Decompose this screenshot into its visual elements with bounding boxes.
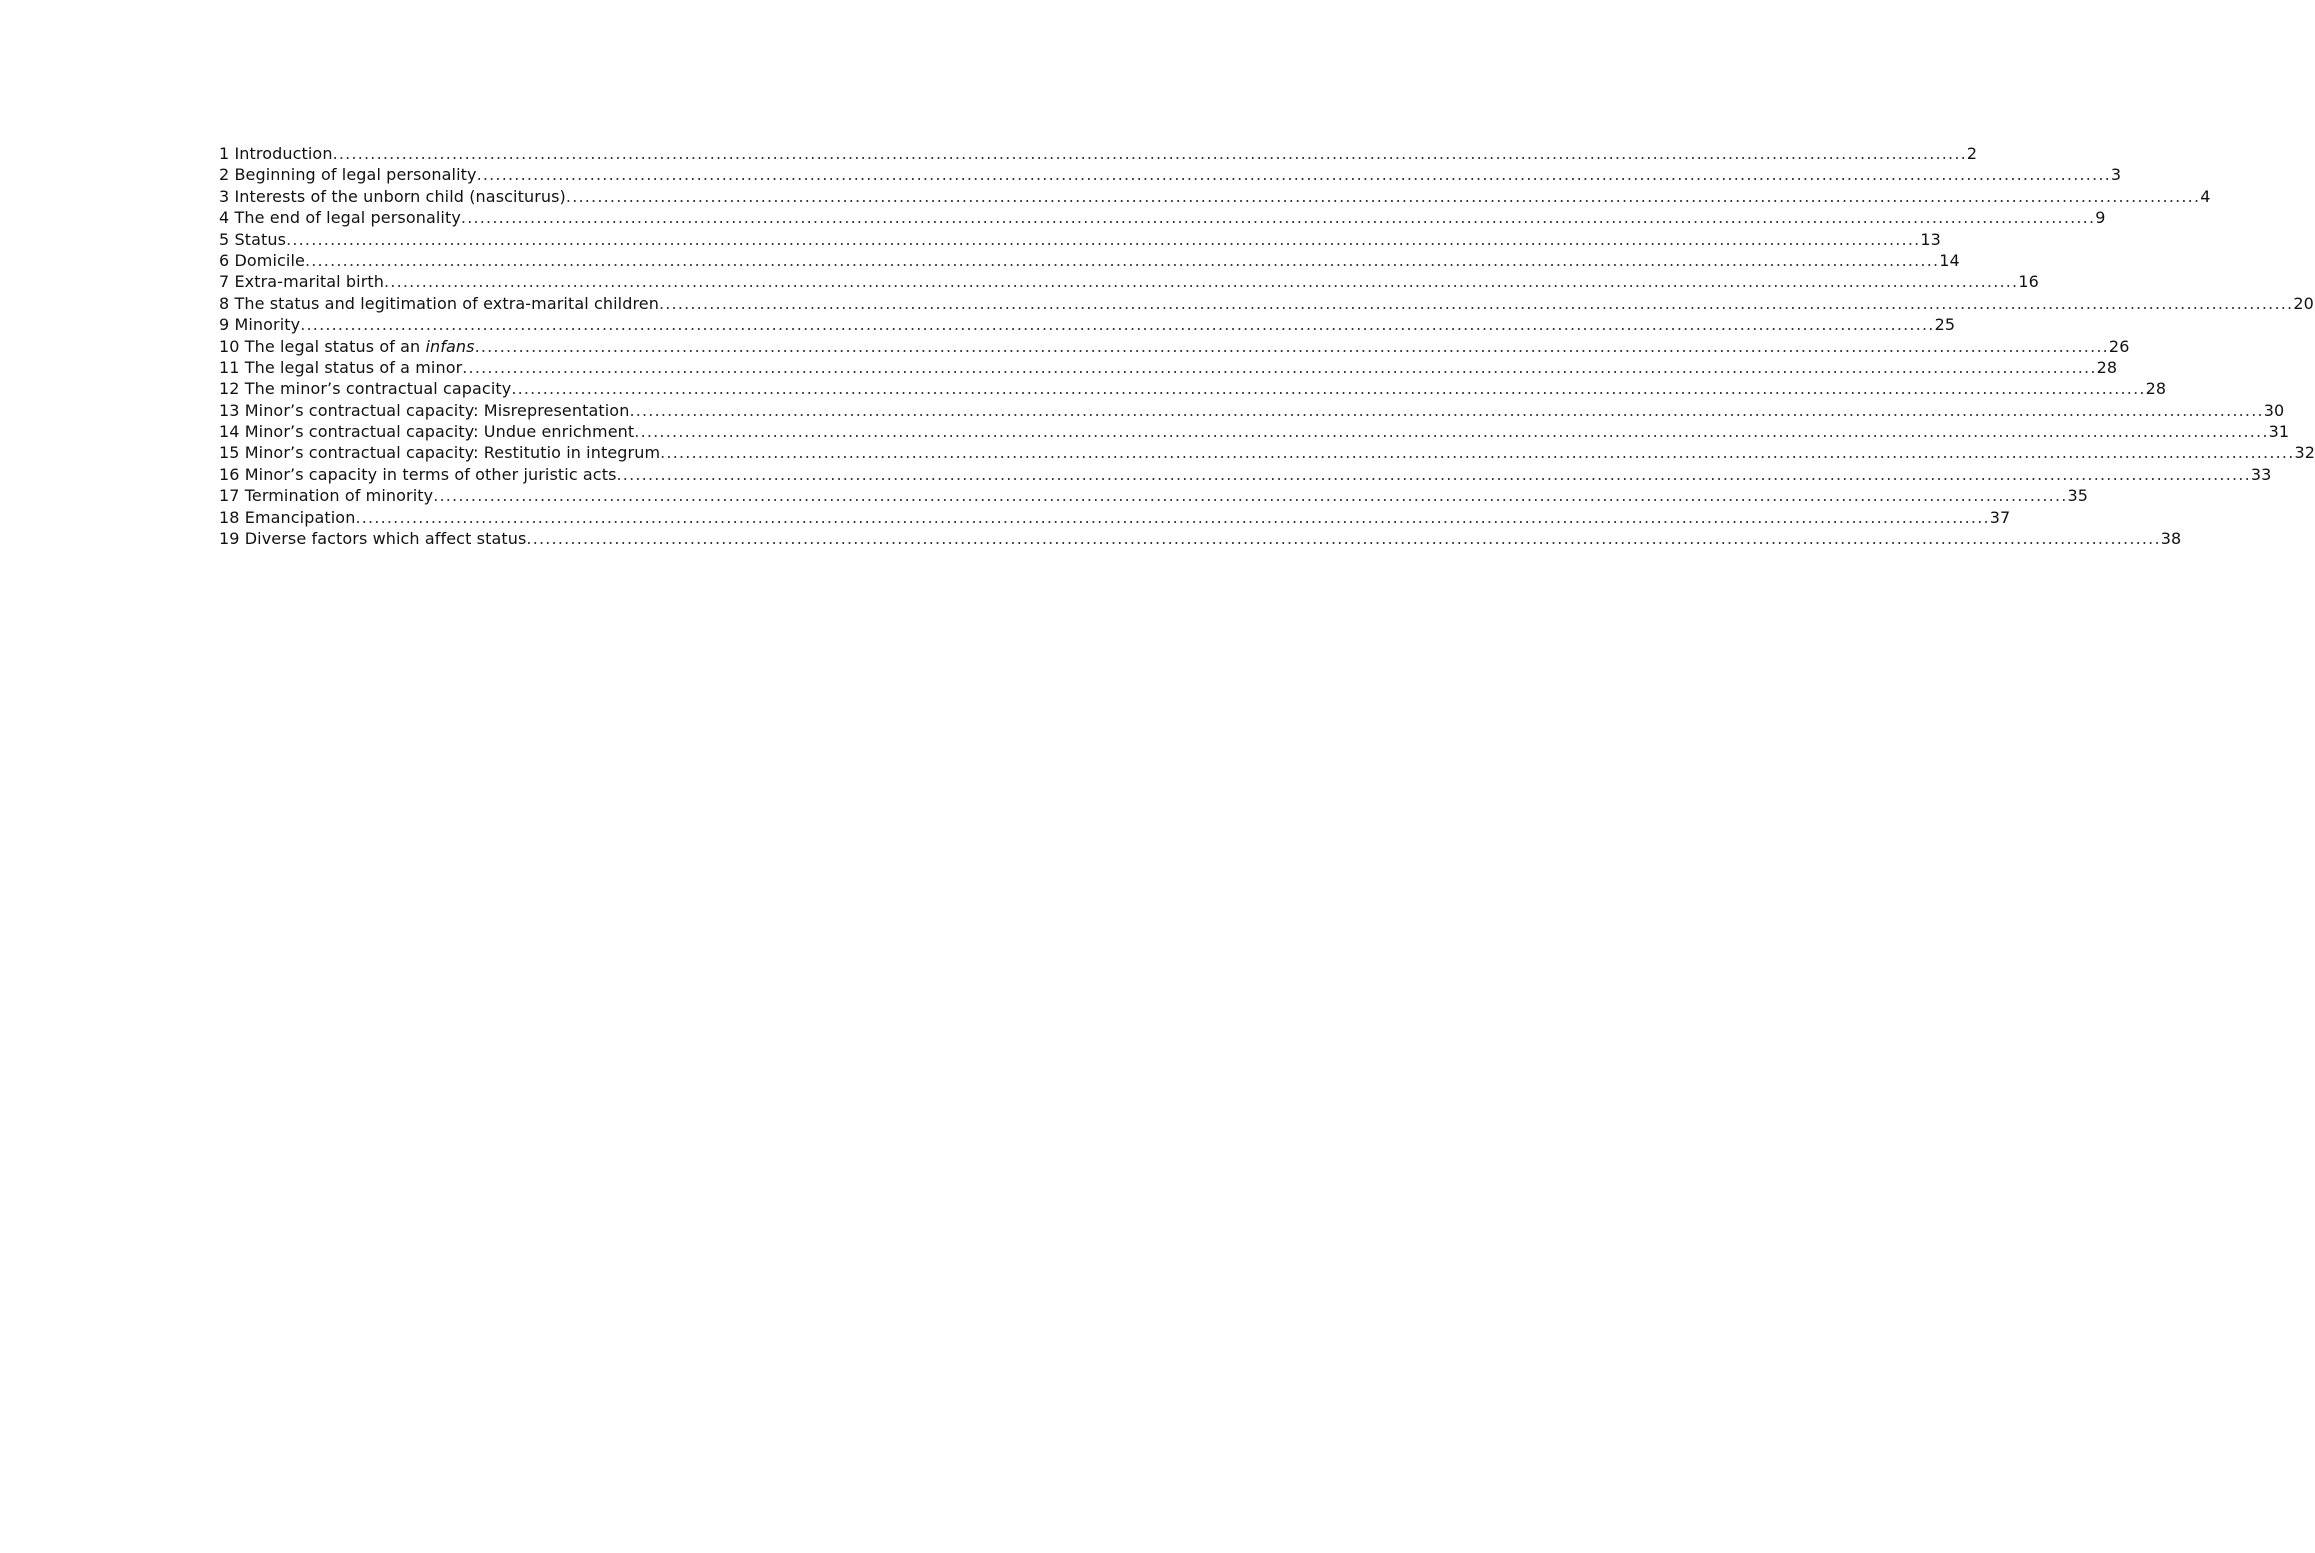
toc-entry-page: 32 [2294,443,2315,463]
toc-entry-page: 13 [1920,229,1941,249]
toc-entry-page: 28 [2145,379,2167,399]
toc-entry-6[interactable] [219,250,1960,271]
toc-entry-5[interactable] [219,229,1941,250]
toc-entry-title: 13 Minor’s contractual capacity: Misrepresentation [219,400,630,420]
toc-dot-leader: .................................................................................................................................................................................................................................................................... [511,379,2146,399]
toc-entry-title: 11 The legal status of a minor [219,357,463,377]
toc-entry-11[interactable] [219,357,2118,378]
toc-entry-12[interactable] [219,378,2167,399]
toc-entry-19[interactable] [219,528,2182,549]
toc-entry-title [219,336,475,357]
toc-dot-leader: .................................................................................................................................................................................................................................................................... [332,144,1967,163]
toc-entry-page: 9 [2095,208,2106,228]
toc-entry-title: 17 Termination of minority [219,486,434,506]
table-of-contents [219,143,2315,549]
toc-entry-page: 14 [1939,250,1960,270]
toc-entry-8[interactable] [219,293,2314,314]
toc-entry-3[interactable] [219,186,2211,207]
toc-entry-title: 3 Interests of the unborn child (nasciturus) [219,186,566,206]
toc-dot-leader: .................................................................................................................................................................................................................................................................... [660,443,2295,463]
toc-entry-14[interactable] [219,421,2290,442]
toc-dot-leader: .................................................................................................................................................................................................................................................................... [565,186,2201,206]
toc-entry-page: 20 [2293,293,2314,313]
toc-entry-13[interactable] [219,400,2285,421]
toc-entry-page: 35 [2067,486,2089,506]
toc-entry-title-italic: infans [425,336,475,356]
toc-entry-page: 4 [2200,186,2211,206]
toc-dot-leader: .................................................................................................................................................................................................................................................................... [286,229,1921,249]
toc-entry-10[interactable] [219,336,2130,357]
toc-dot-leader: .................................................................................................................................................................................................................................................................... [460,208,2096,228]
toc-entry-9[interactable] [219,314,1956,335]
toc-entry-title: 2 Beginning of legal personality [219,165,477,185]
toc-entry-page: 3 [2110,165,2122,185]
toc-entry-title: 1 Introduction [219,144,333,163]
toc-entry-page: 26 [2108,336,2130,356]
toc-entry-title: 5 Status [219,229,287,249]
toc-entry-title: 12 The minor’s contractual capacity [219,379,512,399]
toc-dot-leader: .................................................................................................................................................................................................................................................................... [433,486,2068,506]
toc-dot-leader: .................................................................................................................................................................................................................................................................... [300,315,1935,335]
toc-dot-leader: .................................................................................................................................................................................................................................................................... [526,529,2161,549]
toc-entry-title: 19 Diverse factors which affect status [219,529,527,549]
toc-entry-4[interactable] [219,207,2106,228]
toc-entry-page: 38 [2160,529,2182,549]
toc-entry-page: 37 [1989,507,2011,527]
toc-entry-17[interactable] [219,485,2089,506]
toc-entry-15[interactable] [219,442,2315,463]
toc-entry-page: 31 [2268,422,2290,442]
toc-entry-page: 16 [2018,272,2039,292]
toc-entry-title: 15 Minor’s contractual capacity: Restitutio in integrum [219,443,661,463]
toc-entry-2[interactable] [219,164,2122,185]
toc-entry-title: 6 Domicile [219,250,305,270]
toc-entry-16[interactable] [219,464,2272,485]
toc-entry-title: 4 The end of legal personality [219,208,461,228]
toc-dot-leader: .................................................................................................................................................................................................................................................................... [474,336,2109,356]
toc-dot-leader: .................................................................................................................................................................................................................................................................... [476,165,2111,185]
toc-entry-page: 2 [1966,144,1978,163]
toc-entry-title: 18 Emancipation [219,507,356,527]
toc-dot-leader: .................................................................................................................................................................................................................................................................... [616,464,2251,484]
toc-entry-title: 7 Extra-marital birth [219,272,384,292]
toc-dot-leader: .................................................................................................................................................................................................................................................................... [384,272,2019,292]
toc-entry-page: 25 [1934,315,1956,335]
toc-dot-leader: .................................................................................................................................................................................................................................................................... [634,422,2269,442]
toc-entry-title: 16 Minor’s capacity in terms of other juristic acts [219,464,617,484]
toc-entry-title: 8 The status and legitimation of extra-marital children [219,293,659,313]
toc-entry-page: 28 [2096,357,2118,377]
toc-entry-7[interactable] [219,271,2039,292]
toc-dot-leader: .................................................................................................................................................................................................................................................................... [355,507,1990,527]
toc-entry-title: 9 Minority [219,315,301,335]
toc-dot-leader: .................................................................................................................................................................................................................................................................... [658,293,2294,313]
toc-dot-leader: .................................................................................................................................................................................................................................................................... [462,357,2097,377]
toc-entry-1[interactable] [219,143,1978,164]
toc-entry-18[interactable] [219,507,2011,528]
toc-entry-page: 33 [2250,464,2272,484]
toc-dot-leader: .................................................................................................................................................................................................................................................................... [304,250,1940,270]
toc-entry-title: 14 Minor’s contractual capacity: Undue enrichment [219,422,635,442]
toc-dot-leader: .................................................................................................................................................................................................................................................................... [629,400,2264,420]
toc-entry-page: 30 [2263,400,2285,420]
toc-entry-title-prefix: 10 The legal status of an [219,336,426,356]
